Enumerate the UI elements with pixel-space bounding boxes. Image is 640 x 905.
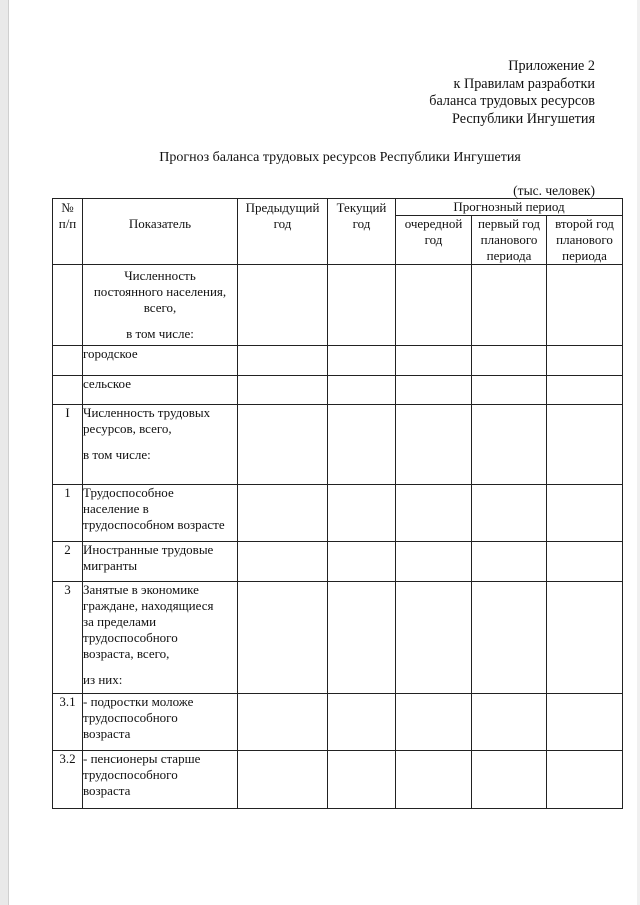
header-prev-year [238, 199, 328, 265]
row-num [53, 376, 83, 405]
row-num: 3.1 [53, 694, 83, 751]
indicator-line: постоянного населения, [93, 284, 227, 299]
value-cell [328, 405, 396, 485]
value-cell [547, 485, 623, 542]
indicator-line: Численность трудовых [83, 405, 211, 420]
value-cell [396, 265, 472, 346]
row-num: 3 [53, 582, 83, 694]
value-cell [396, 751, 472, 809]
header-num-label: № п/п [58, 200, 77, 231]
value-cell [396, 485, 472, 542]
value-cell [472, 405, 547, 485]
value-cell [328, 376, 396, 405]
value-cell [472, 751, 547, 809]
row-indicator [83, 346, 238, 376]
header-next-year [396, 216, 472, 265]
row-indicator [83, 694, 238, 751]
table-row [53, 542, 623, 582]
value-cell [472, 694, 547, 751]
row-indicator [83, 751, 238, 809]
indicator-line: Трудоспособное [83, 485, 174, 500]
value-cell [547, 376, 623, 405]
value-cell [396, 694, 472, 751]
value-cell [238, 542, 328, 582]
appendix-block [429, 58, 595, 128]
header-second-plan-year [547, 216, 623, 265]
row-indicator [83, 582, 238, 694]
header-num [53, 199, 83, 265]
value-cell [238, 582, 328, 694]
row-num: 3.2 [53, 751, 83, 809]
table-row [53, 265, 623, 346]
row-num: I [53, 405, 83, 485]
value-cell [547, 582, 623, 694]
value-cell [547, 751, 623, 809]
value-cell [472, 376, 547, 405]
scan-page-edge [0, 0, 9, 905]
row-indicator [83, 542, 238, 582]
value-cell [238, 376, 328, 405]
table-row [53, 346, 623, 376]
row-num [53, 346, 83, 376]
indicator-line: сельское [83, 376, 131, 391]
indicator-line: всего, [143, 300, 177, 315]
indicator-line: возраста [83, 783, 131, 798]
value-cell [547, 694, 623, 751]
header-forecast [396, 199, 623, 216]
table-row [53, 405, 623, 485]
value-cell [328, 542, 396, 582]
indicator-line: трудоспособном возрасте [83, 517, 225, 532]
row-num: 2 [53, 542, 83, 582]
header-prev-year-label: Предыдущий год [245, 200, 320, 231]
header-indicator-label: Показатель [128, 216, 192, 231]
header-second-plan-year-label: второй год планового периода [555, 216, 614, 263]
indicator-line: за пределами [83, 614, 157, 629]
indicator-line: население в [83, 501, 149, 516]
appendix-line: баланса трудовых ресурсов [429, 93, 595, 109]
forecast-table [52, 198, 623, 809]
value-cell [328, 485, 396, 542]
value-cell [472, 265, 547, 346]
value-cell [396, 582, 472, 694]
table-row [53, 376, 623, 405]
value-cell [238, 485, 328, 542]
indicator-line: трудоспособного [83, 710, 178, 725]
value-cell [238, 751, 328, 809]
indicator-line: возраста, всего, [83, 646, 170, 661]
appendix-line: Приложение 2 [508, 58, 595, 74]
row-indicator [83, 485, 238, 542]
header-current-year [328, 199, 396, 265]
value-cell [547, 542, 623, 582]
value-cell [328, 582, 396, 694]
value-cell [328, 694, 396, 751]
units-label: (тыс. человек) [513, 183, 595, 198]
header-indicator [83, 199, 238, 265]
value-cell [328, 346, 396, 376]
value-cell [238, 265, 328, 346]
table-row [53, 694, 623, 751]
indicator-subnote: из них: [83, 672, 123, 687]
value-cell [472, 582, 547, 694]
header-forecast-label: Прогнозный период [453, 199, 565, 214]
value-cell [328, 265, 396, 346]
indicator-subnote: в том числе: [83, 447, 151, 462]
indicator-line: ресурсов, всего, [83, 421, 172, 436]
value-cell [328, 751, 396, 809]
value-cell [472, 346, 547, 376]
row-indicator [83, 405, 238, 485]
indicator-line: - пенсионеры старше [83, 751, 201, 766]
value-cell [396, 542, 472, 582]
indicator-line: граждане, находящиеся [83, 598, 214, 613]
value-cell [547, 405, 623, 485]
value-cell [396, 376, 472, 405]
indicator-line: Иностранные трудовые [83, 542, 214, 557]
value-cell [547, 265, 623, 346]
row-indicator [83, 376, 238, 405]
value-cell [472, 485, 547, 542]
document-title: Прогноз баланса трудовых ресурсов Республики Ингушетия [159, 150, 521, 165]
value-cell [472, 542, 547, 582]
appendix-line: к Правилам разработки [453, 75, 595, 92]
row-num: 1 [53, 485, 83, 542]
value-cell [396, 405, 472, 485]
value-cell [396, 346, 472, 376]
header-first-plan-year [472, 216, 547, 265]
header-first-plan-year-label: первый год планового периода [477, 216, 541, 263]
header-next-year-label: очередной год [404, 216, 463, 247]
value-cell [238, 694, 328, 751]
indicator-subnote: в том числе: [126, 326, 194, 341]
indicator-line: - подростки моложе [83, 694, 194, 709]
value-cell [238, 346, 328, 376]
indicator-line: Численность [124, 268, 196, 283]
indicator-line: трудоспособного [83, 767, 178, 782]
indicator-line: городское [83, 346, 138, 361]
table-row [53, 751, 623, 809]
value-cell [238, 405, 328, 485]
indicator-line: Занятые в экономике [83, 582, 199, 597]
header-current-year-label: Текущий год [336, 200, 387, 231]
row-indicator [83, 265, 238, 346]
table-row [53, 582, 623, 694]
indicator-line: трудоспособного [83, 630, 178, 645]
indicator-line: мигранты [83, 558, 138, 573]
row-num [53, 265, 83, 346]
appendix-line: Республики Ингушетия [451, 110, 595, 127]
value-cell [547, 346, 623, 376]
table-row [53, 485, 623, 542]
indicator-line: возраста [83, 726, 131, 741]
